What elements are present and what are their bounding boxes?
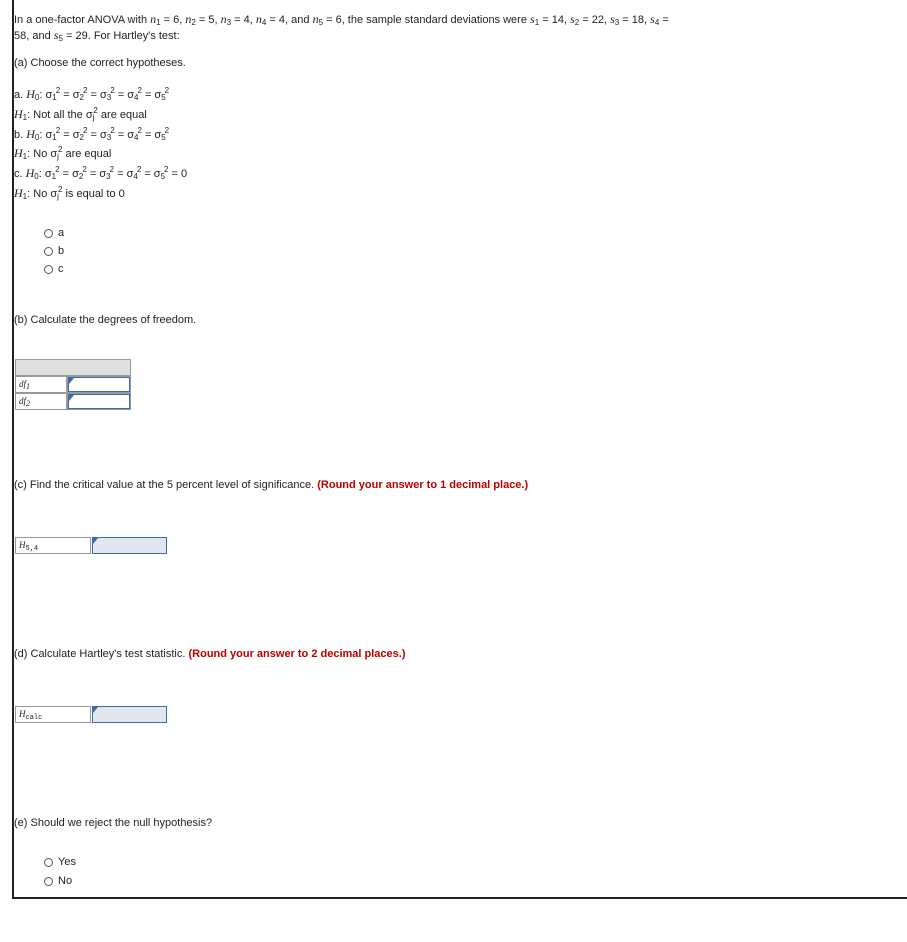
input-flag-icon — [69, 378, 74, 384]
input-flag-icon — [69, 395, 74, 401]
radio-circle[interactable] — [44, 229, 53, 238]
radio-circle[interactable] — [44, 858, 53, 867]
radio-circle[interactable] — [44, 265, 53, 274]
part-d-prompt: (d) Calculate Hartley's test statistic. (Round your answer to 2 decimal places.) — [14, 648, 406, 660]
df2-input[interactable] — [68, 394, 130, 409]
part-a-prompt: (a) Choose the correct hypotheses. — [14, 57, 186, 69]
radio-option-no[interactable]: No — [44, 875, 72, 887]
option-c-h0: c. $H_0$: $\sigma_1^2 = \sigma_2^2 = \sigma_3^2 = \sigma_4^2 = \sigma_5^2 = 0$ — [14, 165, 188, 181]
option-c-h1: $H_1$: No $\sigma_j^2$ is equal to 0 — [14, 185, 125, 201]
critical-value-input[interactable] — [92, 537, 167, 554]
df1-label: df1 — [15, 376, 67, 393]
hcalc-label: $H_{calc}$ — [15, 706, 91, 723]
problem-statement-line1: In a one-factor ANOVA with $n_1 = 6$, $n_2 = 5$, $n_3 = 4$, $n_4 = 4$, and $n_5 = 6$, the sample standard deviations were $s_1 = 14$, $s_2 = 22$, $s_3 = 18$, $s_4$ = — [14, 12, 669, 27]
option-b-h0: b. $H_0$: $\sigma_1^2 = \sigma_2^2 = \sigma_3^2 = \sigma_4^2 = \sigma_5^2$ — [14, 126, 170, 142]
df-table-header — [15, 359, 131, 376]
option-b-h1: $H_1$: No $\sigma_j^2$ are equal — [14, 145, 112, 161]
radio-circle[interactable] — [44, 247, 53, 256]
input-flag-icon — [93, 538, 98, 544]
input-flag-icon — [93, 707, 98, 713]
radio-option-yes[interactable]: Yes — [44, 856, 76, 868]
radio-circle[interactable] — [44, 877, 53, 886]
part-c-prompt: (c) Find the critical value at the 5 percent level of significance. (Round your answer to 1 decimal place.) — [14, 479, 529, 491]
df2-label: df2 — [15, 393, 67, 410]
part-e-prompt: (e) Should we reject the null hypothesis? — [14, 817, 213, 829]
test-statistic-input[interactable] — [92, 706, 167, 723]
h54-label: $H_{5,4}$ — [15, 537, 91, 554]
option-a-h1: $H_1$: Not all the $\sigma_j^2$ are equal — [14, 106, 147, 122]
df1-input[interactable] — [68, 377, 130, 392]
option-a-h0: a. $H_0$: $\sigma_1^2 = \sigma_2^2 = \sigma_3^2 = \sigma_4^2 = \sigma_5^2$ — [14, 86, 170, 102]
radio-option-b[interactable]: b — [44, 245, 64, 257]
radio-option-c[interactable]: c — [44, 263, 64, 275]
radio-option-a[interactable]: a — [44, 227, 64, 239]
part-b-prompt: (b) Calculate the degrees of freedom. — [14, 314, 197, 326]
problem-statement-line2: 58, and $s_5 = 29$. For Hartley's test: — [14, 28, 180, 43]
